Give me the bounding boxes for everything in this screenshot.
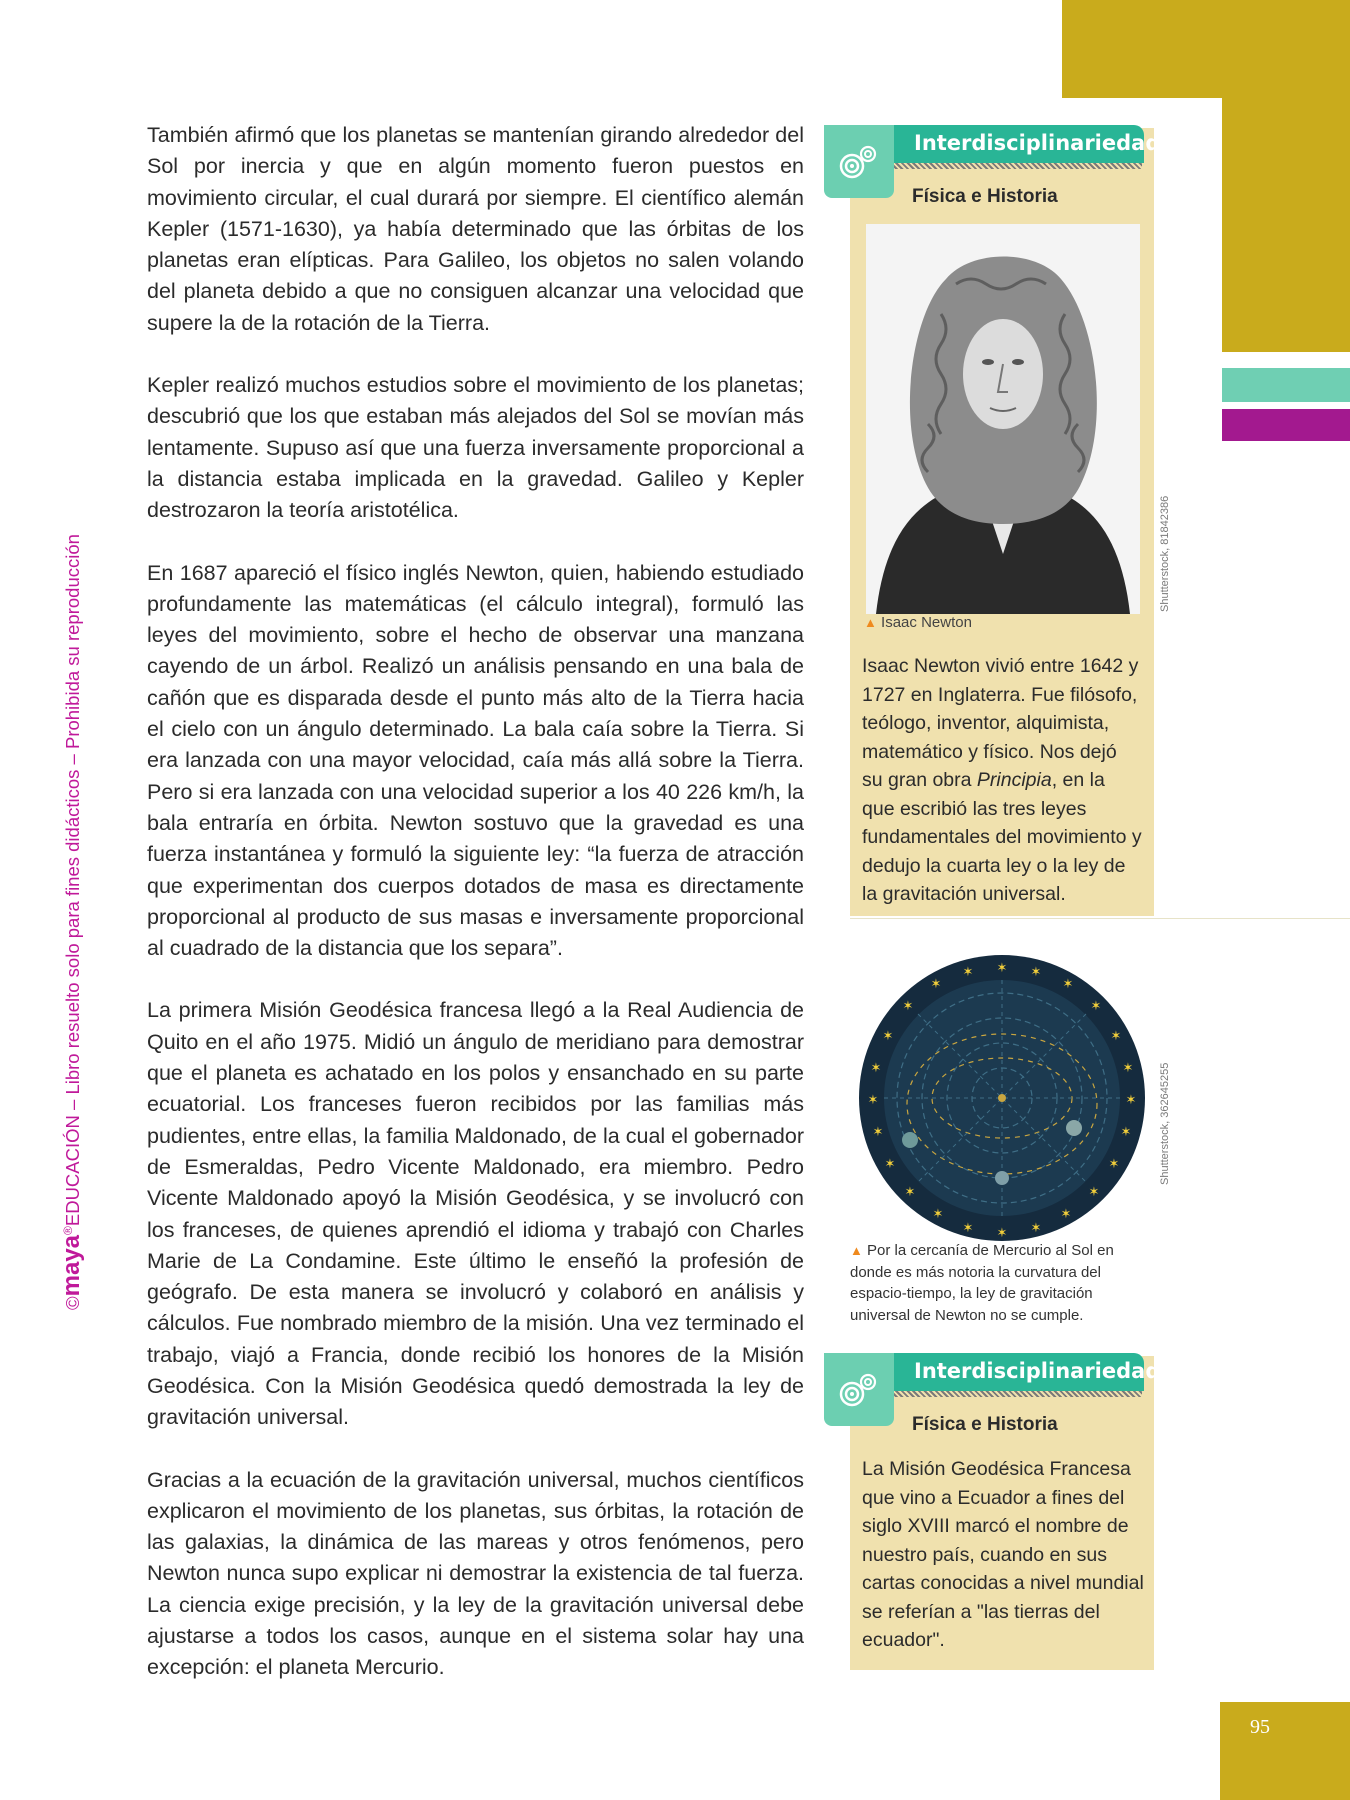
svg-text:✶: ✶ xyxy=(996,961,1008,976)
paragraph-1: También afirmó que los planetas se mantenían girando alrededor del Sol por inercia y que en algún momento fueron puestos en movimiento circular, el cual durará por siempre. El científico alemán Kepler (1571-1630), ya había determinado que las órbitas de los planetas eran elípticas. Para Galileo, los objetos no salen volando del planeta debido a que no consiguen alcanzar una velocidad que supere la de la rotación de la Tierra. xyxy=(147,123,804,335)
header-hatch-decoration xyxy=(884,163,1142,169)
svg-text:✶: ✶ xyxy=(962,1221,974,1236)
box-title: Interdisciplinariedad xyxy=(914,1359,1161,1383)
decorative-gold-block-top xyxy=(1062,0,1350,98)
caption-triangle-icon: ▲ xyxy=(850,1243,863,1258)
box-subtitle: Física e Historia xyxy=(912,1414,1058,1435)
portrait-caption-text: Isaac Newton xyxy=(881,614,972,631)
svg-text:✶: ✶ xyxy=(882,1029,894,1044)
divider-line xyxy=(850,918,1350,919)
main-text-column xyxy=(147,120,804,1715)
svg-text:✶: ✶ xyxy=(930,977,942,992)
side-copyright-text xyxy=(58,534,86,1310)
svg-text:✶: ✶ xyxy=(1030,965,1042,980)
celestial-caption xyxy=(850,1240,1150,1326)
paragraph-2: Kepler realizó muchos estudios sobre el movimiento de los planetas; descubrió que los que estaban más alejados del Sol se movían más lentamente. Supuso así que una fuerza inversamente proporcional a la distancia estaba implicada en la gravedad. Galileo y Kepler destrozaron la teoría aristotélica. xyxy=(147,373,804,523)
svg-text:✶: ✶ xyxy=(867,1093,879,1108)
svg-text:✶: ✶ xyxy=(870,1061,882,1076)
portrait-image-credit: Shutterstock, 81842386 xyxy=(1159,495,1171,612)
svg-text:✶: ✶ xyxy=(1122,1061,1134,1076)
svg-text:✶: ✶ xyxy=(1030,1221,1042,1236)
box-title: Interdisciplinariedad xyxy=(914,131,1161,155)
paragraph-3: En 1687 apareció el físico inglés Newton, quien, habiendo estudiado profundamente las matemáticas (el cálculo integral), formuló las leyes del movimiento, sobre el hecho de observar una manzana cayendo de un árbol. Realizó un análisis pensando en una bala de cañón que es disparada desde el punto más alto de la Tierra hacia el cielo con un ángulo determinado. La bala caía sobre la Tierra. Si era lanzada con una mayor velocidad, caía más allá sobre la Tierra. Pero si era lanzada con una velocidad superior a los 40 226 km/h, la bala entraría en órbita. Newton sostuvo que la gravedad es una fuerza instantánea y formuló la siguiente ley: “la fuerza de atracción que experimentan dos cuerpos dotados de masa es directamente proporcional al producto de sus masas e inversamente proporcional al cuadrado de la distancia que los separa”. xyxy=(147,560,804,961)
interdisciplinary-icon xyxy=(824,125,894,198)
paragraph-5: Gracias a la ecuación de la gravitación universal, muchos científicos explicaron el movimiento de los planetas, sus órbitas, la rotación de las galaxias, la dinámica de las mareas y otros fenómenos, pero Newton nunca supo explicar ni demostrar la existencia de tal fuerza. La ciencia exige precisión, y la ley de la gravitación universal debe ajustarse a todos los casos, aunque en el sistema solar hay una excepción: el planeta Mercurio. xyxy=(147,1467,804,1680)
header-hatch-decoration xyxy=(884,1391,1142,1397)
interdisciplinary-box-mision xyxy=(850,1356,1161,1670)
copyright-symbol: © xyxy=(62,1296,83,1310)
interdisciplinary-box-newton xyxy=(850,128,1161,916)
svg-text:✶: ✶ xyxy=(1108,1157,1120,1172)
celestial-sphere-illustration xyxy=(858,954,1146,1242)
decorative-teal-strip xyxy=(1222,368,1350,402)
svg-text:✶: ✶ xyxy=(904,1185,916,1200)
svg-text:✶: ✶ xyxy=(1062,977,1074,992)
caption-triangle-icon: ▲ xyxy=(864,615,877,630)
box-body-text xyxy=(862,652,1142,909)
svg-text:✶: ✶ xyxy=(1120,1125,1132,1140)
body-text-part-1: Isaac Newton vivió entre 1642 y 1727 en Inglaterra. Fue filósofo, teólogo, inventor, alquimista, matemático y físico. Nos dejó su gran obra xyxy=(862,655,1139,791)
svg-text:✶: ✶ xyxy=(872,1125,884,1140)
interdisciplinary-icon xyxy=(824,1353,894,1426)
paragraph-4: La primera Misión Geodésica francesa llegó a la Real Audiencia de Quito en el año 1975. Midió un ángulo de meridiano para demostrar que el planeta es achatado en los polos y ensanchado en su parte ecuatorial. Los franceses fueron recibidos por las familias más pudientes, entre ellas, la familia Maldonado, de la cual el gobernador de Esmeraldas, Pedro Vicente Maldonado, era miembro. Pedro Vicente Maldonado apoyó la Misión Geodésica, y se involucró con los franceses, de quienes aprendió el idioma y trabajó con Charles Marie de La Condamine. Este último le enseñó la profesión de geógrafo. De esta manera se involucró y colaboró en análisis y cálculos. Fue nombrado miembro de la misión. Una vez terminado el trabajo, viajó a Francia, donde recibió los honores de la Misión Geodésica. Con la Misión Geodésica quedó demostrada la ley de gravitación universal. xyxy=(147,998,804,1430)
svg-text:✶: ✶ xyxy=(1125,1093,1137,1108)
celestial-image-credit: Shutterstock, 362645255 xyxy=(1159,1062,1171,1185)
svg-text:✶: ✶ xyxy=(1090,999,1102,1014)
copyright-notice: EDUCACIÓN – Libro resuelto solo para fines didácticos – Prohibida su reproducción xyxy=(62,534,83,1227)
svg-text:✶: ✶ xyxy=(902,999,914,1014)
body-text-part-2: , en la que escribió las tres leyes fundamentales del movimiento y dedujo la cuarta ley o la ley de la gravitación universal. xyxy=(862,769,1142,905)
svg-text:✶: ✶ xyxy=(996,1226,1008,1241)
portrait-caption xyxy=(864,614,972,631)
registered-symbol: ® xyxy=(60,1226,75,1235)
brand-logo-text: maya xyxy=(58,1234,85,1297)
isaac-newton-portrait xyxy=(866,224,1140,614)
svg-text:✶: ✶ xyxy=(1110,1029,1122,1044)
svg-text:✶: ✶ xyxy=(884,1157,896,1172)
svg-text:✶: ✶ xyxy=(932,1207,944,1222)
box-body-text: La Misión Geodésica Francesa que vino a Ecuador a fines del siglo XVIII marcó el nombre de nuestro país, cuando en sus cartas conocidas a nivel mundial se referían a "las tierras del ecuador". xyxy=(862,1458,1144,1651)
decorative-gold-block-side xyxy=(1222,98,1350,352)
principia-italic: Principia xyxy=(976,769,1052,791)
celestial-caption-text: Por la cercanía de Mercurio al Sol en donde es más notoria la curvatura del espacio-tiempo, la ley de gravitación universal de Newton no se cumple. xyxy=(850,1242,1114,1324)
svg-text:✶: ✶ xyxy=(1060,1207,1072,1222)
decorative-magenta-strip xyxy=(1222,409,1350,441)
box-subtitle: Física e Historia xyxy=(912,186,1058,207)
svg-text:✶: ✶ xyxy=(962,965,974,980)
page-number: 95 xyxy=(1250,1716,1270,1738)
svg-text:✶: ✶ xyxy=(1088,1185,1100,1200)
